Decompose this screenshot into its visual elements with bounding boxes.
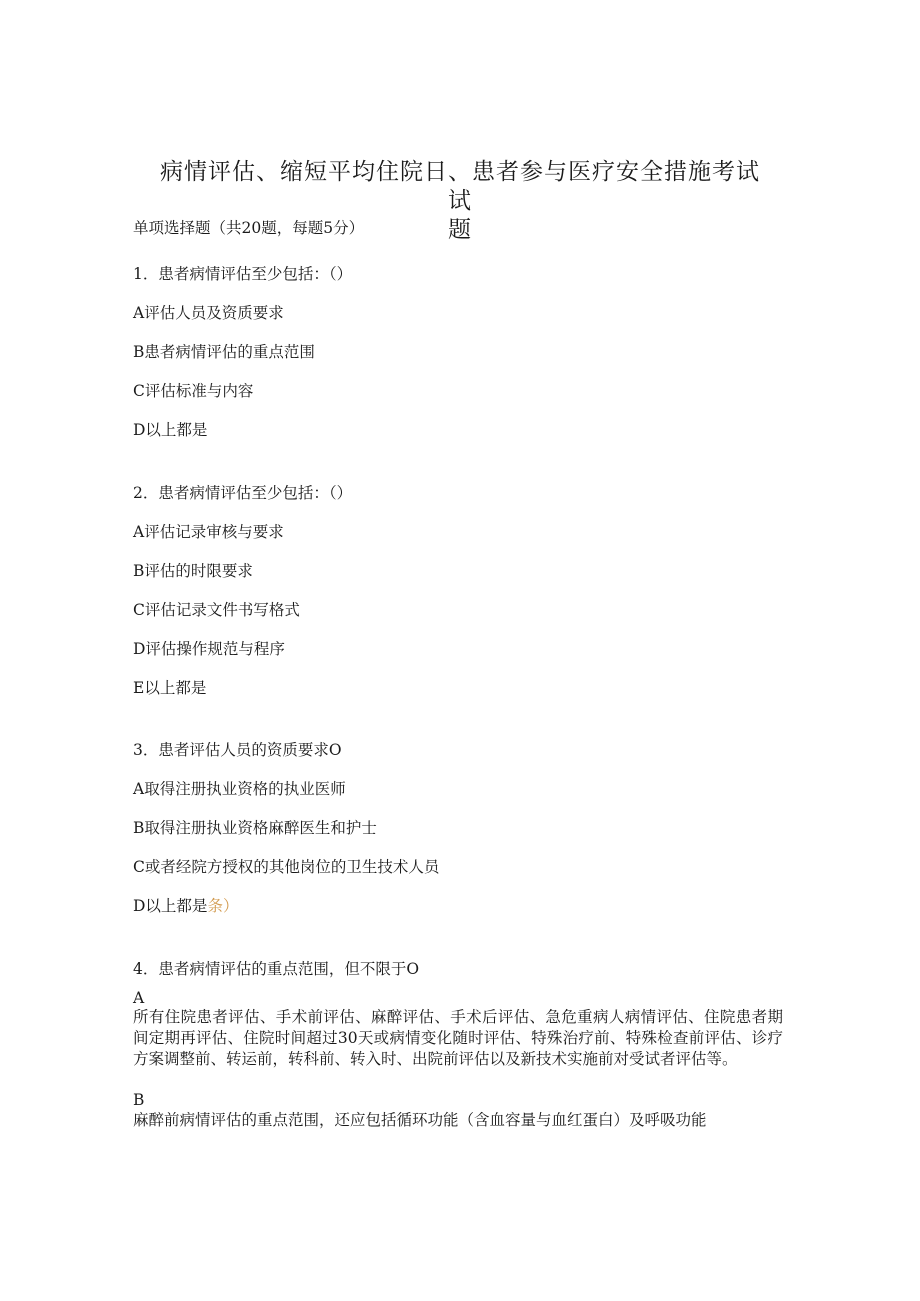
section-heading: 单项选择题（共20题，每题5分） [133,219,365,237]
question-3-option-c: C或者经院方授权的其他岗位的卫生技术人员 [133,858,440,876]
question-4-option-a-text: 所有住院患者评估、手术前评估、麻醉评估、手术后评估、急危重病人病情评估、住院患者期间定期再评估、住院时间超过30天或病情变化随时评估、特殊治疗前、特殊检查前评估、诊疗方案调整前、转运前，转科前、转入时、出院前评估以及新技术实施前对受试者评估等。 [133,1008,783,1068]
question-1-option-a: A评估人员及资质要求 [133,304,284,322]
question-4-option-b-text: 麻醉前病情评估的重点范围，还应包括循环功能（含血容量与血红蛋白）及呼吸功能 [133,1111,707,1129]
question-4-stem: 4．患者病情评估的重点范围，但不限于O [133,960,420,978]
question-2-option-a: A评估记录审核与要求 [133,523,284,541]
question-4-option-b-label: B [133,1091,145,1109]
question-3-option-d-text: D以上都是 [133,897,208,915]
title-line-1: 病情评估、缩短平均住院日、患者参与医疗安全措施考试试 [160,159,760,214]
question-3-option-a: A取得注册执业资格的执业医师 [133,780,346,798]
question-2-stem: 2．患者病情评估至少包括：（） [133,484,353,502]
question-1-option-c: C评估标准与内容 [133,382,254,400]
question-3-option-d [133,894,238,916]
question-2-option-d: D评估操作规范与程序 [133,640,285,658]
question-4-option-a-label: A [133,989,145,1007]
question-1-option-b: B患者病情评估的重点范围 [133,343,315,361]
question-3-stem: 3．患者评估人员的资质要求O [133,741,342,759]
title-line-2: 题 [448,217,472,243]
question-2-option-b: B评估的时限要求 [133,562,253,580]
question-1-option-d: D以上都是 [133,421,208,439]
question-2-option-c: C评估记录文件书写格式 [133,601,300,619]
question-1-stem: 1．患者病情评估至少包括：（） [133,265,353,283]
question-2-option-e: E以上都是 [133,679,207,697]
question-3-option-d-suffix: 条） [207,897,239,915]
question-3-option-b: B取得注册执业资格麻醉医生和护士 [133,819,377,837]
